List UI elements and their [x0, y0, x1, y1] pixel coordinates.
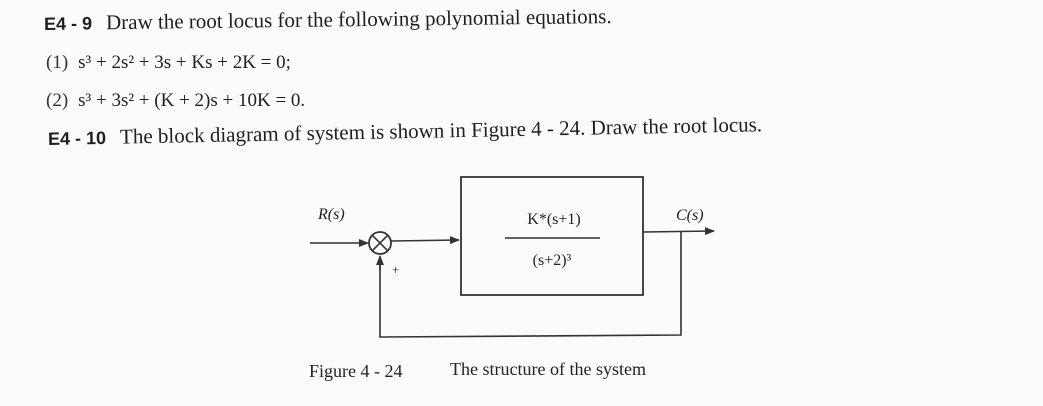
equation: s³ + 3s² + (K + 2)s + 10K = 0. — [78, 90, 306, 111]
feedback-path — [380, 231, 681, 337]
transfer-denominator: (s+2)³ — [532, 252, 572, 269]
item-number: (2) — [46, 90, 69, 111]
problem-label: E4 - 9 — [43, 13, 93, 34]
transfer-numerator: K*(s+1) — [527, 211, 581, 228]
equation: s³ + 2s² + 3s + Ks + 2K = 0; — [78, 52, 291, 73]
problem-statement: Draw the root locus for the following polynomial equations. — [105, 4, 612, 35]
transfer-function-block — [461, 177, 643, 295]
figure-caption-number: Figure 4 - 24 — [309, 361, 403, 381]
summing-junction — [369, 232, 391, 254]
feedback-sign: + — [392, 262, 400, 277]
output-signal-line — [643, 231, 714, 232]
figure-caption-text: The structure of the system — [450, 359, 646, 379]
forward-signal-line — [391, 240, 459, 241]
output-label: C(s) — [676, 207, 704, 224]
item-number: (1) — [46, 52, 69, 73]
input-label: R(s) — [318, 206, 345, 223]
problem-label: E4 - 10 — [47, 127, 107, 149]
problem-statement: The block diagram of system is shown in Figure 4 - 24. Draw the root locus. — [119, 112, 763, 149]
